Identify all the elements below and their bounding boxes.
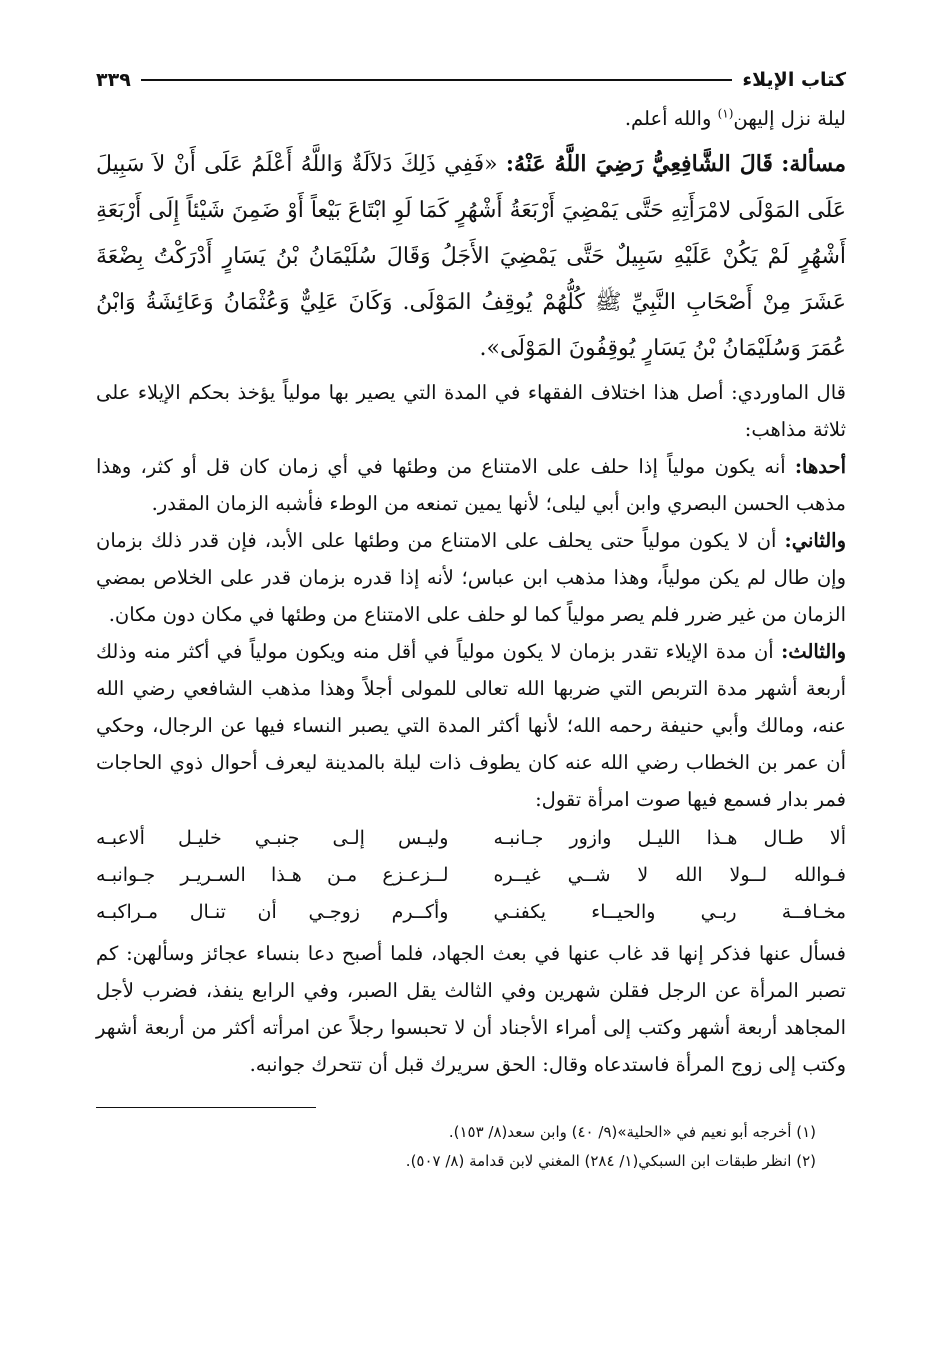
footnote-2: (٢) انظر طبقات ابن السبكي(١/ ٢٨٤) المغني لابن قدامة (٨/ ٥٠٧). [405, 1152, 816, 1170]
third-opinion-text: أن مدة الإيلاء تقدر بزمان لا يكون مولياً في أقل منه ويكون مولياً في أكثر منه وذلك أربعة أشهر مدة التربص التي ضربها الله تعالى للمولى أجلاً وهذا مذهب الشافعي رضي الله عنه، ومالك وأبي حنيفة رحمه الله؛ لأنها أكثر المدة التي يصبر النساء فيها عن الرجال، وحكي أن عمر بن الخطاب رضي الله عنه كان يطوف ذات ليلة بالمدينة ليعرف أحوال ذوي الحاجات فمر بدار فسمع فيها صوت امرأة تقول: [96, 640, 846, 811]
paragraph-first-opinion [96, 448, 846, 522]
header-rule [141, 79, 733, 81]
opening-text-end: والله أعلم. [624, 107, 718, 130]
opening-text: ليلة نزل إليهن [733, 107, 846, 130]
masala-text: «فَفِي ذَلِكَ دَلاَلَةٌ وَاللَّهُ أَعْلَمُ عَلَى أَنْ لاَ سَبِيلَ عَلَى المَوْلَى لامْرَأَتِهِ حَتَّى يَمْضِيَ أَرْبَعَةُ أَشْهُرٍ كَمَا لَوِ ابْتَاعَ بَيْعاً أَوْ ضَمِنَ شَيْئاً إِلَى أَرْبَعَةِ أَشْهُرٍ لَمْ يَكُنْ عَلَيْهِ سَبِيلٌ حَتَّى يَمْضِيَ الأَجَلُ وَقَالَ سُلَيْمَانُ بْنُ يَسَارٍ أَدْرَكْتُ بِضْعَةَ عَشَرَ مِنْ أَصْحَابِ النَّبِيِّ ﷺ كُلُّهُمْ يُوقِفُ المَوْلَى. وَكَانَ عَلِيٌّ وَعُثْمَانُ وَعَائِشَةُ وَابْنُ عُمَرَ وَسُلَيْمَانُ بْنُ يَسَارٍ يُوقِفُونَ المَوْلَى». [96, 152, 846, 361]
poem-verse [96, 857, 846, 894]
verse-first-hemistich: مخـافــة ربـي والحيــاء يكفنـي [493, 901, 846, 923]
first-opinion-label: أحدها: [794, 455, 846, 478]
footnote-ref-1: (١) [717, 106, 734, 121]
paragraph-third-opinion [96, 633, 846, 818]
masala-speaker: قَالَ الشَّافِعِيُّ رَضِيَ اللَّهُ عَنْهُ: [505, 151, 773, 177]
second-opinion-text: أن لا يكون مولياً حتى يحلف على الامتناع من وطئها على الأبد، فإن قدر ذلك بزمان وإن طال لم يكن مولياً، وهذا مذهب ابن عباس؛ لأنه إذا قدره بزمان قدر على الخلاص بمضي الزمان من غير ضرر فلم يصر مولياً كما لو حلف على الامتناع من وطئها في مكان دون مكان. [96, 529, 846, 626]
footnotes [96, 1118, 846, 1176]
page-number: ٣٣٩ [96, 69, 131, 91]
verse-first-hemistich: فـوالله لــولا الله لا شــي غيــره [493, 864, 846, 886]
second-opinion-label: والثاني: [784, 529, 846, 552]
footnote-1: (١) أخرجه أبو نعيم في «الحلية»(٩/ ٤٠) وابن سعد(٨/ ١٥٣). [448, 1123, 816, 1141]
paragraph-story-end: فسأل عنها فذكر إنها قد غاب عنها في بعث الجهاد، فلما أصبح دعا بنساء عجائز وسألهن: كم تصبر المرأة عن الرجل فقلن شهرين وفي الثالث يقل الصبر، وفي الرابع ينفذ، فضرب لأجل المجاهد أربعة أشهر وكتب إلى أمراء الأجناد أن لا تحبسوا رجلاً عن امرأته أكثر من أربعة أشهر وكتب إلى زوج المرأة فاستدعاه وقال: الحق سريرك قبل أن تتحرك جوانبه. [96, 942, 846, 1076]
first-opinion-text: أنه يكون مولياً إذا حلف على الامتناع من وطئها في أي زمان كان قل أو كثر، وهذا مذهب الحسن البصري وابن أبي ليلى؛ لأنها يمين تمنعه من الوطء فأشبه الزمان المقدر. [96, 455, 846, 515]
running-header [96, 60, 846, 100]
poem-verse [96, 820, 846, 857]
footnote-separator [96, 1107, 316, 1108]
verse-first-hemistich: ألا طـال هـذا الليـل وازور جـانبـه [493, 827, 846, 849]
masala-paragraph [96, 141, 846, 372]
paragraph-opening [96, 100, 846, 137]
book-title: كتاب الإيلاء [742, 69, 846, 91]
paragraph-mawardi: قال الماوردي: أصل هذا اختلاف الفقهاء في المدة التي يصير بها مولياً يؤخذ بحكم الإيلاء على ثلاثة مذاهب: [96, 381, 846, 441]
poem [96, 820, 846, 931]
third-opinion-label: والثالث: [781, 640, 846, 663]
poem-verse [96, 894, 846, 931]
page [96, 60, 846, 1176]
verse-second-hemistich: لــزعـزع مـن هـذا السـريـر جـوانبـه [96, 864, 449, 886]
paragraph-second-opinion [96, 522, 846, 633]
verse-second-hemistich: وأكــرم زوجـي أن تنـال مـراكبـه [96, 901, 449, 923]
verse-second-hemistich: وليـس إلـى جنبـي خليـل ألاعبـه [96, 827, 449, 849]
masala-label: مسألة: [781, 151, 846, 177]
